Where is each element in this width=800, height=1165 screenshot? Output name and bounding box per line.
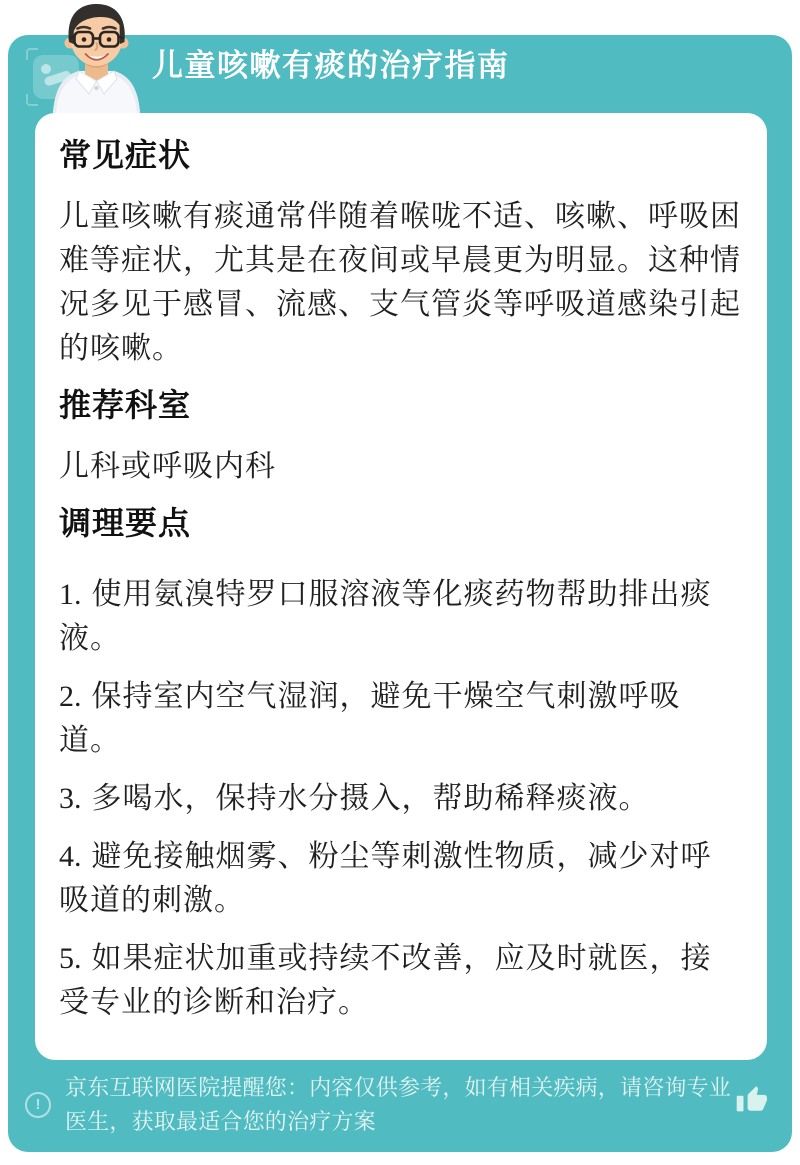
- item-number: 4.: [59, 840, 82, 873]
- section-paragraph-symptoms: 儿童咳嗽有痰通常伴随着喉咙不适、咳嗽、呼吸困难等症状，尤其是在夜间或早晨更为明显。这种情况多见于感冒、流感、支气管炎等呼吸道感染引起的咳嗽。: [59, 200, 741, 365]
- info-exclamation-icon: [25, 1092, 51, 1118]
- doctor-avatar: [45, 2, 148, 113]
- frame-corner: [26, 48, 38, 60]
- thumbs-up-button[interactable]: [735, 1083, 769, 1120]
- thumbs-up-icon: [735, 1083, 769, 1117]
- list-item: [59, 777, 741, 821]
- item-number: 3.: [59, 782, 82, 815]
- item-number: 1.: [59, 578, 82, 611]
- section-heading-symptoms: 常见症状: [59, 137, 192, 173]
- list-item: [59, 573, 741, 661]
- item-text: 使用氨溴特罗口服溶液等化痰药物帮助排出痰液。: [59, 578, 712, 655]
- section-heading-department: 推荐科室: [59, 387, 192, 423]
- item-text: 保持室内空气湿润，避免干燥空气刺激呼吸道。: [59, 680, 681, 757]
- content-shell: [8, 35, 792, 1152]
- item-number: 5.: [59, 942, 82, 975]
- item-text: 避免接触烟雾、粉尘等刺激性物质，减少对呼吸道的刺激。: [59, 840, 712, 917]
- care-points-list: [59, 573, 741, 1025]
- list-item: [59, 675, 741, 763]
- item-number: 2.: [59, 680, 82, 713]
- item-text: 多喝水，保持水分摄入，帮助稀释痰液。: [91, 782, 650, 815]
- list-item: [59, 937, 741, 1025]
- article-card: [35, 113, 767, 1060]
- item-text: 如果症状加重或持续不改善，应及时就医，接受专业的诊断和治疗。: [59, 942, 712, 1019]
- frame-corner: [26, 94, 38, 106]
- section-heading-care-points: 调理要点: [59, 505, 192, 541]
- section-paragraph-department: 儿科或呼吸内科: [59, 450, 276, 483]
- footer-disclaimer-bar: [25, 1071, 781, 1139]
- list-item: [59, 835, 741, 923]
- footer-disclaimer: 京东互联网医院提醒您：内容仅供参考，如有相关疾病，请咨询专业医生，获取最适合您的治疗方案: [65, 1075, 732, 1134]
- page-title: 儿童咳嗽有痰的治疗指南: [152, 48, 510, 83]
